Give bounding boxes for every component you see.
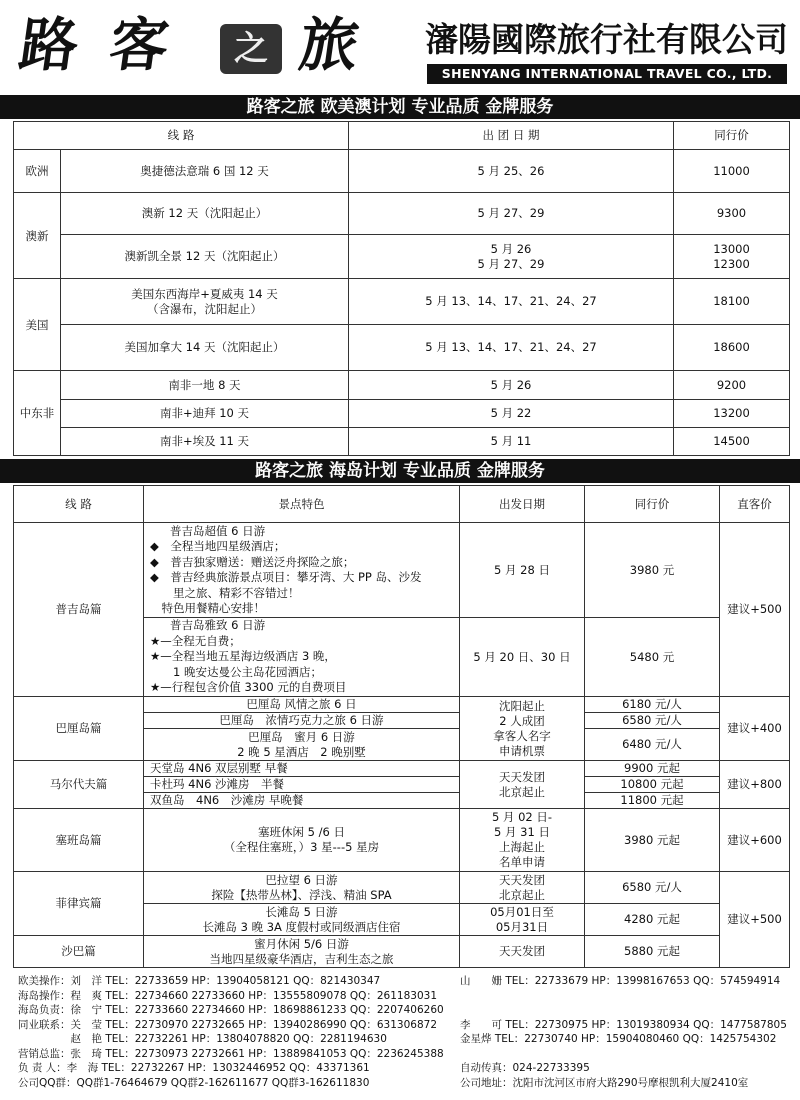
date: 5 月 26 <box>349 371 674 400</box>
feature-line: （全程住塞班，）3 星---5 星房 <box>223 840 380 854</box>
date-line: 5 月 27、29 <box>477 256 545 271</box>
route: 澳新凯全景 12 天（沈阳起止） <box>61 235 349 279</box>
date-line: 5 月 31 日 <box>494 825 550 839</box>
retail-price: 建议+400 <box>720 697 790 761</box>
region-mideast-africa: 中东非 <box>14 371 61 456</box>
contact-entry: 李 可 TEL：22730975 HP：13019380934 QQ：1477587805 <box>460 1018 787 1031</box>
contact-row <box>18 1018 788 1033</box>
company-name-cn: 瀋陽國際旅行社有限公司 <box>425 20 788 59</box>
table-row <box>14 809 790 872</box>
retail-price: 建议+500 <box>720 523 790 697</box>
contact-entry: 欧美操作：刘 洋 TEL：22733659 HP：13904058121 QQ：821430347 <box>18 975 381 987</box>
page-header <box>0 0 800 92</box>
feature-line: ★—全程无自费； <box>150 633 241 648</box>
price <box>674 235 790 279</box>
table-row <box>14 400 790 428</box>
route: 南非+埃及 11 天 <box>61 428 349 456</box>
date: 5 月 20 日、30 日 <box>460 618 585 697</box>
feature-line: 1 晚安达曼公主岛花园酒店； <box>150 664 322 679</box>
route: 奥捷德法意瑞 6 国 12 天 <box>61 150 349 193</box>
section-banner-islands: 路客之旅 海岛计划 专业品质 金牌服务 <box>0 459 800 483</box>
date: 5 月 27、29 <box>349 193 674 235</box>
feature-line: 普吉岛超值 6 日游 <box>170 523 266 538</box>
date: 5 月 13、14、17、21、24、27 <box>349 279 674 325</box>
contact-entry: 海岛操作：程 爽 TEL：22734660 22733660 HP：13555809078 QQ：261183031 <box>18 989 437 1002</box>
feature-line: 巴拉望 6 日游 <box>265 872 338 887</box>
route: 南非+迪拜 10 天 <box>61 400 349 428</box>
date <box>349 235 674 279</box>
table-row <box>14 150 790 193</box>
contact-row <box>18 1032 788 1047</box>
table-row <box>14 279 790 325</box>
feature-line: 普吉岛雅致 6 日游 <box>170 618 266 633</box>
table-row <box>14 697 790 713</box>
date <box>460 697 585 761</box>
feature-line: ◆ 全程当地四星级酒店； <box>150 539 286 553</box>
features <box>144 523 460 618</box>
feature-line: 探险【热带丛林】、浮浅、精油 SPA <box>211 887 392 902</box>
feature-item: 天堂岛 4N6 双层别墅 早餐 <box>144 761 460 777</box>
date <box>460 904 585 936</box>
col-header-date: 出 团 日 期 <box>349 122 674 150</box>
contact-entry: 负 责 人：李 海 TEL：22732267 HP：13032446952 QQ：43371361 <box>18 1062 370 1074</box>
brand-char: 旅 <box>295 11 363 79</box>
features <box>144 809 460 872</box>
contact-entry: 自动传真：024-22733395 <box>460 1062 590 1074</box>
feature-item <box>144 729 460 761</box>
feature-line: 里之旅、精彩不容错过！ <box>150 585 300 600</box>
price: 9900 元起 <box>585 761 720 777</box>
section-banner-westerm: 路客之旅 欧美澳计划 专业品质 金牌服务 <box>0 95 800 119</box>
price-line: 13000 <box>713 241 750 256</box>
feature-line: 特色用餐精心安排！ <box>150 601 265 615</box>
col-header-price: 同行价 <box>585 486 720 523</box>
price: 3980 元起 <box>585 809 720 872</box>
contact-row <box>18 1076 788 1091</box>
feature-line: ◆ 普吉独家赠送：赠送泛舟探险之旅； <box>150 554 355 569</box>
feature-line: 蜜月休闲 5/6 日游 <box>254 936 349 951</box>
table-row <box>14 936 790 968</box>
table-row <box>14 872 790 904</box>
feature-line: ◆ 普吉经典旅游景点项目：攀牙湾、大 PP 岛、沙发 <box>150 570 422 584</box>
contact-entry: 营销总监：张 琦 TEL：22730973 22732661 HP：13889841053 QQ：2236245388 <box>18 1047 444 1060</box>
feature-item: 巴厘岛 浓情巧克力之旅 6 日游 <box>144 713 460 729</box>
date <box>460 761 585 809</box>
route-name: 沙巴篇 <box>14 936 144 968</box>
contact-row <box>18 989 788 1004</box>
date <box>460 872 585 904</box>
price: 9300 <box>674 193 790 235</box>
date-line: 沈阳起止 <box>499 698 545 713</box>
date: 5 月 22 <box>349 400 674 428</box>
route-name: 塞班岛篇 <box>14 809 144 872</box>
features <box>144 936 460 968</box>
region-europe: 欧洲 <box>14 150 61 193</box>
feature-line: 巴厘岛 蜜月 6 日游 <box>248 729 355 744</box>
feature-item: 卡杜玛 4N6 沙滩房 半餐 <box>144 777 460 793</box>
route-line: 美国东西海岸+夏威夷 14 天 <box>131 286 278 301</box>
feature-line: 2 晚 5 星酒店 2 晚别墅 <box>237 744 366 759</box>
date-line: 5 月 26 <box>490 241 532 256</box>
date-line: 2 人成团 <box>499 713 545 728</box>
date-line: 北京起止 <box>499 784 545 799</box>
col-header-route: 线 路 <box>14 486 144 523</box>
retail-price: 建议+800 <box>720 761 790 809</box>
date-line: 5 月 02 日- <box>491 810 553 824</box>
date-line: 天天发团 <box>499 769 545 784</box>
date: 5 月 28 日 <box>460 523 585 618</box>
feature-line: ★—行程包含价值 3300 元的自费项目 <box>150 680 347 695</box>
price: 5880 元起 <box>585 936 720 968</box>
brand-seal: 之 <box>220 24 282 74</box>
price: 4280 元起 <box>585 904 720 936</box>
retail-price: 建议+500 <box>720 872 790 968</box>
contact-entry: 海岛负责：徐 宁 TEL：22733660 22734660 HP：18698861233 QQ：2207406260 <box>18 1004 444 1016</box>
col-header-retail: 直客价 <box>720 486 790 523</box>
contact-row <box>18 974 788 989</box>
region-usa: 美国 <box>14 279 61 371</box>
feature-line: 塞班休闲 5 /6 日 <box>258 825 345 839</box>
date-line: 05月31日 <box>495 919 549 934</box>
table-row <box>14 428 790 456</box>
brand-char: 客 <box>105 11 173 79</box>
price: 3980 元 <box>585 523 720 618</box>
price: 5480 元 <box>585 618 720 697</box>
contact-row <box>18 1061 788 1076</box>
table-row <box>14 523 790 618</box>
col-header-route: 线 路 <box>14 122 349 150</box>
date-line: 天天发团 <box>499 872 545 887</box>
route-name: 普吉岛篇 <box>14 523 144 697</box>
feature-line: 当地四星级豪华酒店，吉利生态之旅 <box>209 951 394 966</box>
route <box>61 279 349 325</box>
contact-entry: 同业联系：关 莹 TEL：22730970 22732665 HP：13940286990 QQ：631306872 <box>18 1018 437 1031</box>
price: 6580 元/人 <box>585 872 720 904</box>
date-line: 北京起止 <box>499 887 545 902</box>
table-row <box>14 235 790 279</box>
route: 美国加拿大 14 天（沈阳起止） <box>61 325 349 371</box>
contact-entry: 山 姗 TEL：22733679 HP：13998167653 QQ：574594914 <box>460 975 781 987</box>
route-name: 菲律宾篇 <box>14 872 144 936</box>
region-aunz: 澳新 <box>14 193 61 279</box>
feature-line: ★—全程当地五星海边级酒店 3 晚， <box>150 649 336 664</box>
table-row <box>14 193 790 235</box>
price: 6580 元/人 <box>585 713 720 729</box>
price: 10800 元起 <box>585 777 720 793</box>
route-line: （含瀑布，沈阳起止） <box>147 301 262 316</box>
table-row <box>14 761 790 777</box>
price: 11000 <box>674 150 790 193</box>
date: 5 月 13、14、17、21、24、27 <box>349 325 674 371</box>
price: 18600 <box>674 325 790 371</box>
price: 6180 元/人 <box>585 697 720 713</box>
company-name-en: SHENYANG INTERNATIONAL TRAVEL CO., LTD. <box>427 64 787 84</box>
features <box>144 618 460 697</box>
date-line: 拿客人名字 <box>493 728 551 743</box>
contact-row <box>18 1003 788 1018</box>
feature-item: 巴厘岛 风情之旅 6 日 <box>144 697 460 713</box>
contact-list <box>18 974 788 1090</box>
price: 18100 <box>674 279 790 325</box>
col-header-features: 景点特色 <box>144 486 460 523</box>
route-name: 马尔代夫篇 <box>14 761 144 809</box>
route: 南非一地 8 天 <box>61 371 349 400</box>
feature-line: 长滩岛 3 晚 3A 度假村或同级酒店住宿 <box>202 919 401 934</box>
contact-row <box>18 1047 788 1062</box>
date-line: 上海起止 <box>499 840 545 854</box>
brand-logo <box>15 10 410 80</box>
feature-line: 长滩岛 5 日游 <box>265 904 338 919</box>
feature-item: 双鱼岛 4N6 沙滩房 早晚餐 <box>144 793 460 809</box>
price: 13200 <box>674 400 790 428</box>
price-line: 12300 <box>713 256 750 271</box>
price: 11800 元起 <box>585 793 720 809</box>
route: 澳新 12 天（沈阳起止） <box>61 193 349 235</box>
route-table-west <box>13 121 790 456</box>
col-header-date: 出发日期 <box>460 486 585 523</box>
date: 5 月 11 <box>349 428 674 456</box>
contact-entry: 公司QQ群：QQ群1-76464679 QQ群2-162611677 QQ群3-162611830 <box>18 1076 370 1089</box>
contact-entry: 赵 艳 TEL：22732261 HP：13804078820 QQ：2281194630 <box>18 1033 387 1045</box>
features <box>144 872 460 904</box>
date-line: 05月01日至 <box>490 904 554 919</box>
col-header-price: 同行价 <box>674 122 790 150</box>
brand-char: 路 <box>15 11 83 79</box>
price: 14500 <box>674 428 790 456</box>
date <box>460 809 585 872</box>
date: 5 月 25、26 <box>349 150 674 193</box>
table-row <box>14 325 790 371</box>
date-line: 名单申请 <box>499 855 545 869</box>
date-line: 申请机票 <box>499 743 545 758</box>
contact-entry: 金星烨 TEL：22730740 HP：15904080460 QQ：1425754302 <box>460 1033 777 1045</box>
price: 6480 元/人 <box>585 729 720 761</box>
contact-entry: 公司地址：沈阳市沈河区市府大路290号摩根凯利大厦2410室 <box>460 1076 749 1089</box>
price: 9200 <box>674 371 790 400</box>
features <box>144 904 460 936</box>
route-name: 巴厘岛篇 <box>14 697 144 761</box>
date: 天天发团 <box>460 936 585 968</box>
retail-price: 建议+600 <box>720 809 790 872</box>
route-table-islands <box>13 485 790 968</box>
table-row <box>14 371 790 400</box>
